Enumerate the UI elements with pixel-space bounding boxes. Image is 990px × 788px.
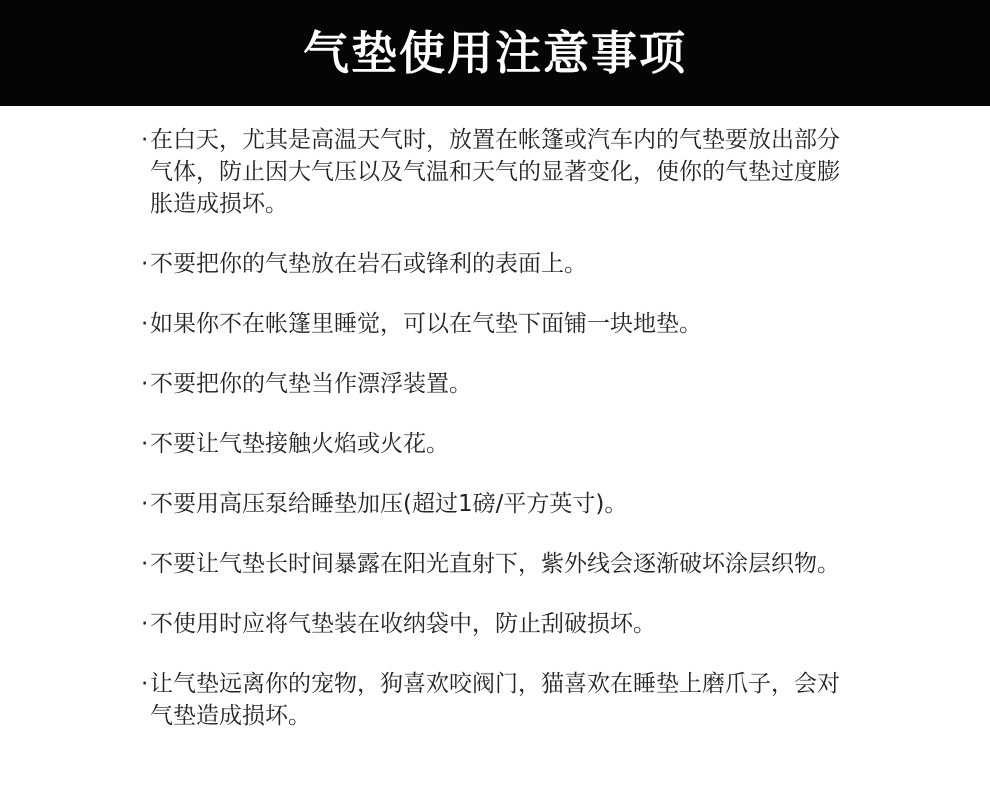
note-text: 不要把你的气垫放在岩石或锋利的表面上。 <box>150 251 587 277</box>
bullet-dot: · <box>141 551 149 577</box>
list-item <box>141 368 861 400</box>
bullet-dot: · <box>141 127 149 153</box>
bullet-dot: · <box>141 311 149 337</box>
list-item <box>141 608 861 640</box>
list-item <box>141 308 861 340</box>
bullet-dot: · <box>141 431 149 457</box>
bullet-dot: · <box>141 611 149 637</box>
note-text: 不要把你的气垫当作漂浮装置。 <box>150 371 472 397</box>
note-text: 不要让气垫接触火焰或火花。 <box>150 431 449 457</box>
list-item <box>141 124 861 220</box>
precautions-list <box>141 124 861 760</box>
list-item <box>141 668 861 732</box>
bullet-dot: · <box>141 671 149 697</box>
note-text: 不使用时应将气垫装在收纳袋中，防止刮破损坏。 <box>150 611 656 637</box>
title-banner <box>0 0 990 106</box>
note-text: 不要用高压泵给睡垫加压(超过1磅/平方英寸)。 <box>150 491 628 517</box>
bullet-dot: · <box>141 371 149 397</box>
note-text: 让气垫远离你的宠物，狗喜欢咬阀门，猫喜欢在睡垫上磨爪子，会对气垫造成损坏。 <box>150 671 840 729</box>
list-item <box>141 248 861 280</box>
list-item <box>141 488 861 520</box>
page-title: 气垫使用注意事项 <box>303 26 687 80</box>
note-text: 如果你不在帐篷里睡觉，可以在气垫下面铺一块地垫。 <box>150 311 702 337</box>
list-item <box>141 428 861 460</box>
note-text: 不要让气垫长时间暴露在阳光直射下，紫外线会逐渐破坏涂层织物。 <box>150 551 840 577</box>
note-text: 在白天，尤其是高温天气时，放置在帐篷或汽车内的气垫要放出部分气体，防止因大气压以及气温和天气的显著变化，使你的气垫过度膨胀造成损坏。 <box>150 127 840 217</box>
list-item <box>141 548 861 580</box>
bullet-dot: · <box>141 491 149 517</box>
bullet-dot: · <box>141 251 149 277</box>
